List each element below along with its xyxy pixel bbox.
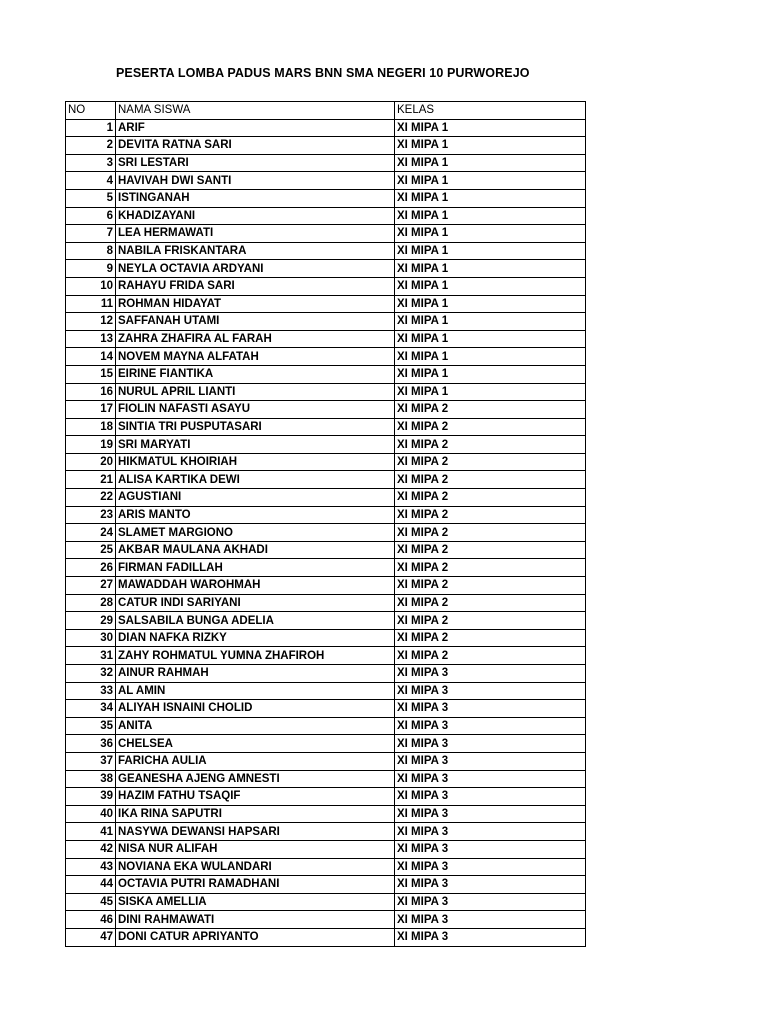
table-row [66,665,586,683]
cell-kelas: XI MIPA 2 [395,559,586,577]
cell-nama-siswa: SLAMET MARGIONO [116,524,395,542]
cell-nama-siswa: CHELSEA [116,735,395,753]
cell-nama-siswa: NASYWA DEWANSI HAPSARI [116,823,395,841]
cell-kelas: XI MIPA 1 [395,365,586,383]
table-row [66,401,586,419]
cell-kelas: XI MIPA 3 [395,700,586,718]
cell-nama-siswa: SRI MARYATI [116,436,395,454]
table-row [66,911,586,929]
table-row [66,682,586,700]
cell-kelas: XI MIPA 2 [395,612,586,630]
cell-nama-siswa: ZAHRA ZHAFIRA AL FARAH [116,330,395,348]
cell-nama-siswa: ROHMAN HIDAYAT [116,295,395,313]
table-row [66,260,586,278]
cell-kelas: XI MIPA 1 [395,207,586,225]
cell-nama-siswa: AKBAR MAULANA AKHADI [116,541,395,559]
cell-nama-siswa: HAVIVAH DWI SANTI [116,172,395,190]
cell-no: 8 [66,242,116,260]
cell-nama-siswa: SINTIA TRI PUSPUTASARI [116,418,395,436]
cell-nama-siswa: NURUL APRIL LIANTI [116,383,395,401]
header-nama-siswa: NAMA SISWA [116,102,395,120]
table-row [66,541,586,559]
cell-no: 42 [66,840,116,858]
cell-kelas: XI MIPA 1 [395,260,586,278]
table-row [66,629,586,647]
table-row [66,647,586,665]
cell-no: 22 [66,489,116,507]
table-row [66,928,586,946]
cell-kelas: XI MIPA 1 [395,348,586,366]
table-row [66,735,586,753]
cell-kelas: XI MIPA 1 [395,242,586,260]
cell-kelas: XI MIPA 2 [395,506,586,524]
table-row [66,594,586,612]
cell-no: 1 [66,119,116,137]
table-row [66,330,586,348]
cell-no: 21 [66,471,116,489]
cell-kelas: XI MIPA 3 [395,805,586,823]
cell-kelas: XI MIPA 2 [395,524,586,542]
cell-kelas: XI MIPA 3 [395,665,586,683]
cell-nama-siswa: OCTAVIA PUTRI RAMADHANI [116,876,395,894]
cell-no: 30 [66,629,116,647]
cell-nama-siswa: SAFFANAH UTAMI [116,313,395,331]
table-row [66,840,586,858]
table-row [66,348,586,366]
table-row [66,242,586,260]
cell-nama-siswa: LEA HERMAWATI [116,225,395,243]
cell-no: 36 [66,735,116,753]
cell-kelas: XI MIPA 1 [395,295,586,313]
table-row [66,225,586,243]
cell-no: 24 [66,524,116,542]
cell-nama-siswa: ARIS MANTO [116,506,395,524]
cell-no: 35 [66,717,116,735]
cell-kelas: XI MIPA 1 [395,119,586,137]
table-row [66,277,586,295]
cell-kelas: XI MIPA 2 [395,401,586,419]
table-row [66,313,586,331]
table-row [66,189,586,207]
cell-no: 26 [66,559,116,577]
cell-kelas: XI MIPA 2 [395,471,586,489]
cell-nama-siswa: HAZIM FATHU TSAQIF [116,788,395,806]
cell-kelas: XI MIPA 3 [395,840,586,858]
cell-nama-siswa: ANITA [116,717,395,735]
cell-kelas: XI MIPA 1 [395,189,586,207]
cell-no: 37 [66,752,116,770]
cell-nama-siswa: NISA NUR ALIFAH [116,840,395,858]
table-row [66,154,586,172]
table-row [66,453,586,471]
cell-nama-siswa: NOVIANA EKA WULANDARI [116,858,395,876]
table-row [66,172,586,190]
cell-no: 23 [66,506,116,524]
cell-kelas: XI MIPA 1 [395,172,586,190]
cell-no: 10 [66,277,116,295]
cell-kelas: XI MIPA 3 [395,682,586,700]
cell-no: 3 [66,154,116,172]
table-row [66,805,586,823]
cell-nama-siswa: ZAHY ROHMATUL YUMNA ZHAFIROH [116,647,395,665]
cell-kelas: XI MIPA 1 [395,330,586,348]
table-row [66,524,586,542]
cell-no: 29 [66,612,116,630]
cell-kelas: XI MIPA 1 [395,225,586,243]
cell-no: 47 [66,928,116,946]
table-row [66,752,586,770]
table-row [66,137,586,155]
cell-nama-siswa: AL AMIN [116,682,395,700]
table-row [66,717,586,735]
cell-nama-siswa: NABILA FRISKANTARA [116,242,395,260]
cell-nama-siswa: DONI CATUR APRIYANTO [116,928,395,946]
cell-no: 16 [66,383,116,401]
cell-no: 34 [66,700,116,718]
cell-kelas: XI MIPA 3 [395,752,586,770]
cell-kelas: XI MIPA 2 [395,489,586,507]
cell-no: 43 [66,858,116,876]
cell-no: 32 [66,665,116,683]
table-row [66,876,586,894]
cell-nama-siswa: RAHAYU FRIDA SARI [116,277,395,295]
cell-kelas: XI MIPA 2 [395,453,586,471]
cell-no: 4 [66,172,116,190]
cell-kelas: XI MIPA 3 [395,858,586,876]
cell-kelas: XI MIPA 2 [395,629,586,647]
cell-no: 12 [66,313,116,331]
cell-kelas: XI MIPA 3 [395,788,586,806]
cell-no: 27 [66,577,116,595]
cell-nama-siswa: DEVITA RATNA SARI [116,137,395,155]
cell-kelas: XI MIPA 2 [395,541,586,559]
cell-no: 20 [66,453,116,471]
cell-kelas: XI MIPA 2 [395,436,586,454]
cell-no: 17 [66,401,116,419]
cell-kelas: XI MIPA 3 [395,911,586,929]
table-row [66,383,586,401]
cell-kelas: XI MIPA 1 [395,383,586,401]
table-row [66,770,586,788]
header-kelas: KELAS [395,102,586,120]
cell-no: 2 [66,137,116,155]
cell-no: 39 [66,788,116,806]
table-row [66,612,586,630]
page-title: PESERTA LOMBA PADUS MARS BNN SMA NEGERI 10 PURWOREJO [116,66,530,80]
table-row [66,823,586,841]
table-row [66,788,586,806]
cell-nama-siswa: DINI RAHMAWATI [116,911,395,929]
cell-nama-siswa: SISKA AMELLIA [116,893,395,911]
table-row [66,559,586,577]
cell-kelas: XI MIPA 1 [395,313,586,331]
cell-nama-siswa: HIKMATUL KHOIRIAH [116,453,395,471]
cell-nama-siswa: ALIYAH ISNAINI CHOLID [116,700,395,718]
cell-nama-siswa: AINUR RAHMAH [116,665,395,683]
cell-no: 13 [66,330,116,348]
cell-no: 28 [66,594,116,612]
cell-nama-siswa: NEYLA OCTAVIA ARDYANI [116,260,395,278]
cell-kelas: XI MIPA 3 [395,928,586,946]
cell-kelas: XI MIPA 3 [395,823,586,841]
cell-nama-siswa: ISTINGANAH [116,189,395,207]
cell-no: 46 [66,911,116,929]
cell-no: 31 [66,647,116,665]
cell-nama-siswa: CATUR INDI SARIYANI [116,594,395,612]
table-row [66,489,586,507]
cell-no: 18 [66,418,116,436]
cell-no: 5 [66,189,116,207]
cell-kelas: XI MIPA 1 [395,154,586,172]
cell-kelas: XI MIPA 1 [395,137,586,155]
cell-nama-siswa: GEANESHA AJENG AMNESTI [116,770,395,788]
table-row [66,207,586,225]
cell-no: 19 [66,436,116,454]
cell-nama-siswa: NOVEM MAYNA ALFATAH [116,348,395,366]
cell-nama-siswa: FARICHA AULIA [116,752,395,770]
cell-no: 38 [66,770,116,788]
cell-kelas: XI MIPA 3 [395,717,586,735]
cell-nama-siswa: KHADIZAYANI [116,207,395,225]
cell-nama-siswa: EIRINE FIANTIKA [116,365,395,383]
cell-kelas: XI MIPA 2 [395,647,586,665]
table-row [66,418,586,436]
participants-table [65,101,586,947]
cell-no: 45 [66,893,116,911]
cell-no: 25 [66,541,116,559]
cell-no: 41 [66,823,116,841]
table-row [66,506,586,524]
table-row [66,577,586,595]
cell-no: 14 [66,348,116,366]
participants-table-body [66,102,586,947]
table-row [66,858,586,876]
cell-kelas: XI MIPA 2 [395,418,586,436]
cell-no: 40 [66,805,116,823]
header-no: NO [66,102,116,120]
cell-no: 15 [66,365,116,383]
table-row [66,700,586,718]
table-row [66,436,586,454]
table-row [66,893,586,911]
cell-nama-siswa: MAWADDAH WAROHMAH [116,577,395,595]
cell-no: 11 [66,295,116,313]
table-header-row [66,102,586,120]
cell-nama-siswa: FIOLIN NAFASTI ASAYU [116,401,395,419]
table-row [66,365,586,383]
cell-no: 9 [66,260,116,278]
table-row [66,295,586,313]
cell-kelas: XI MIPA 3 [395,770,586,788]
cell-nama-siswa: SALSABILA BUNGA ADELIA [116,612,395,630]
cell-nama-siswa: AGUSTIANI [116,489,395,507]
cell-kelas: XI MIPA 1 [395,277,586,295]
cell-no: 33 [66,682,116,700]
cell-kelas: XI MIPA 3 [395,876,586,894]
cell-nama-siswa: ARIF [116,119,395,137]
cell-kelas: XI MIPA 3 [395,735,586,753]
cell-kelas: XI MIPA 2 [395,577,586,595]
cell-kelas: XI MIPA 3 [395,893,586,911]
cell-no: 44 [66,876,116,894]
cell-nama-siswa: IKA RINA SAPUTRI [116,805,395,823]
cell-nama-siswa: FIRMAN FADILLAH [116,559,395,577]
cell-nama-siswa: ALISA KARTIKA DEWI [116,471,395,489]
cell-no: 6 [66,207,116,225]
table-row [66,471,586,489]
table-row [66,119,586,137]
cell-kelas: XI MIPA 2 [395,594,586,612]
cell-nama-siswa: DIAN NAFKA RIZKY [116,629,395,647]
cell-no: 7 [66,225,116,243]
cell-nama-siswa: SRI LESTARI [116,154,395,172]
